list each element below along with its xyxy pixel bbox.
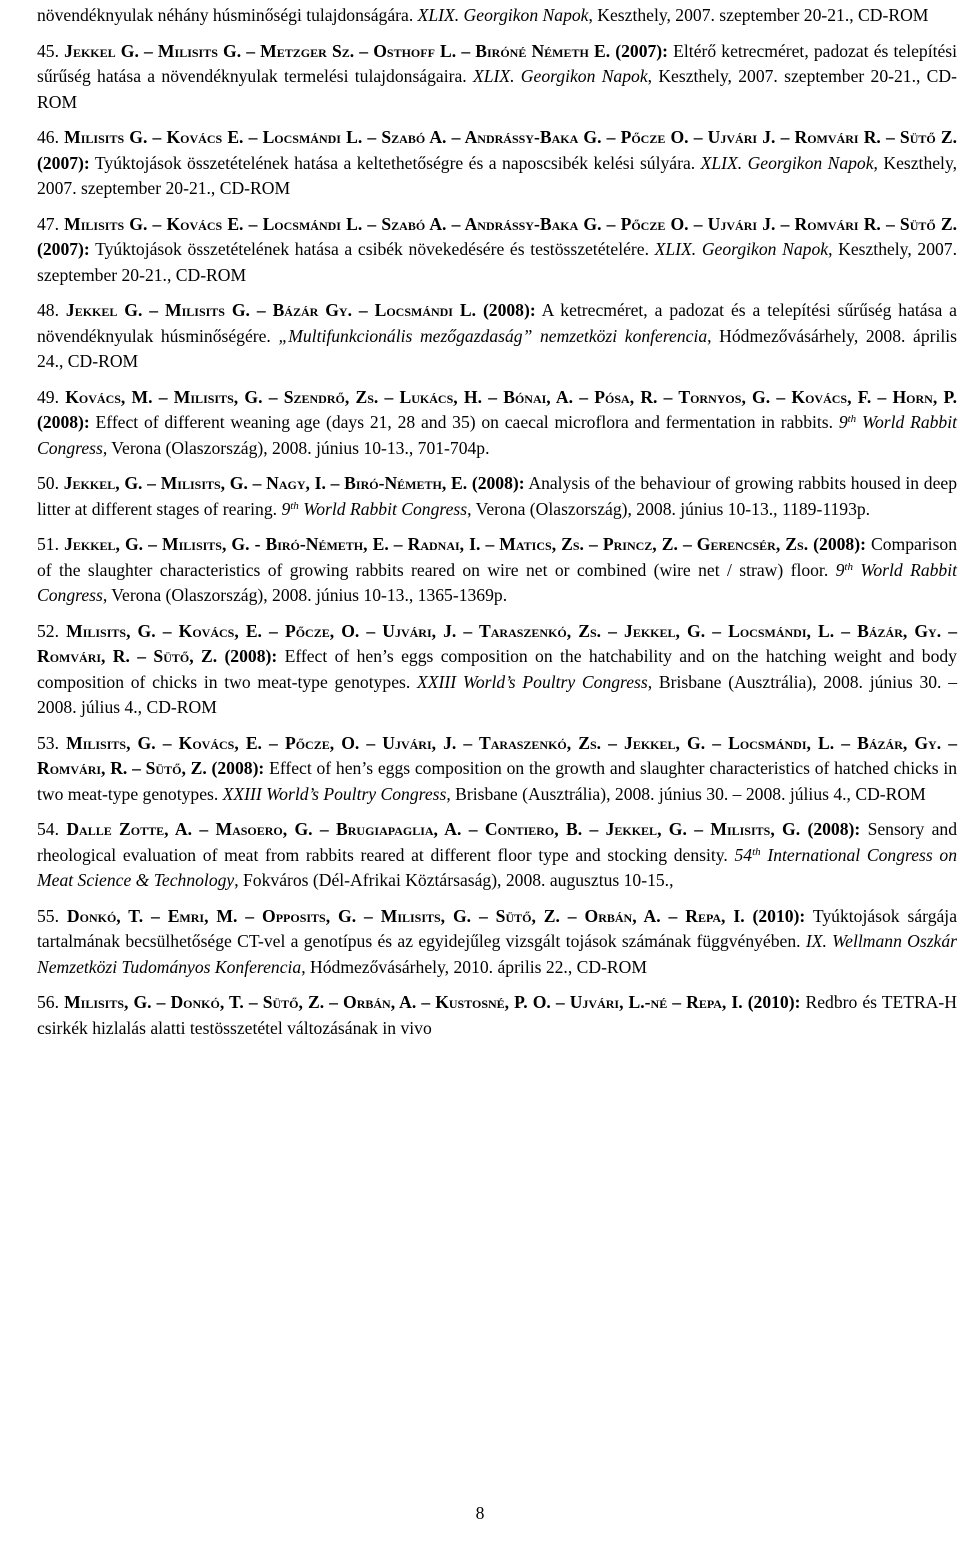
reference-year: (2010):: [747, 992, 801, 1012]
reference-text: Tyúktojások összetételének hatása a csibék növekedésére és testösszetételére.: [89, 239, 655, 259]
reference-text: Comparison of the slaughter characteristics of growing rabbits reared on wire net or combined (wire net / straw) floor.: [37, 534, 958, 580]
reference-entry: [37, 298, 957, 375]
reference-text: 48.: [37, 300, 66, 320]
reference-entry: [37, 990, 957, 1041]
reference-year: (2008):: [471, 473, 525, 493]
reference-italic-title: „Multifunkcionális mezőgazdaság” nemzetközi konferencia: [278, 325, 708, 346]
reference-authors: Dalle Zotte, A. – Masoero, G. – Brugiapaglia, A. – Contiero, B. – Jekkel, G. – Milisits, G.: [66, 819, 808, 839]
reference-text: , Hódmezővásárhely, 2008. április 24., CD-ROM: [37, 325, 957, 371]
reference-year: (2008):: [482, 300, 536, 320]
reference-italic-title: 54: [734, 844, 753, 865]
reference-year: (2007):: [37, 152, 90, 173]
reference-text: 55.: [37, 905, 67, 926]
reference-entry: [37, 471, 957, 522]
reference-superscript: th: [290, 499, 299, 512]
reference-text: , Verona (Olaszország), 2008. június 10-13., 1365-1369p.: [102, 585, 508, 605]
reference-italic-title: 9: [838, 412, 848, 432]
reference-text: A ketrecméret, a padozat és a telepítési sűrűség hatása a növendéknyulak húsminőségére.: [37, 300, 957, 346]
reference-text: 53.: [37, 732, 67, 753]
reference-text: Analysis of the behaviour of growing rabbits housed in deep litter at different stages of rearing.: [37, 473, 958, 519]
reference-authors: Milisits G. – Kovács E. – Locsmándi L. – Szabó A. – Andrássy-Baka G. – Pőcze O. – Ujvári J. – Romvári R. – Sütő Z.: [64, 127, 958, 147]
reference-text: 46.: [37, 127, 65, 147]
reference-text: , Verona (Olaszország), 2008. június 10-13., 1189-1193p.: [467, 498, 871, 519]
reference-year: (2008):: [37, 412, 90, 432]
reference-authors: Jekkel G. – Milisits G. – Bázár Gy. – Locsmándi L.: [65, 300, 483, 320]
reference-superscript: th: [844, 560, 853, 573]
reference-entry: [37, 385, 957, 462]
reference-text: Eltérő ketrecméret, padozat és telepítési sűrűség hatása a növendéknyulak termelési tulajdonságaira.: [37, 40, 958, 86]
reference-authors: Jekkel G. – Milisits G. – Metzger Sz. – Osthoff L. – Biróné Németh E.: [64, 40, 616, 61]
reference-authors: Milisits, G. – Kovács, E. – Pőcze, O. – Ujvári, J. – Taraszenkó, Zs. – Jekkel, G. – Locsmándi, L. – Bázár, Gy. – Romvári, R. – Sütő, Z.: [37, 620, 957, 666]
reference-entry: [37, 3, 957, 29]
reference-text: , Brisbane (Ausztrália), 2008. június 30. – 2008. július 4., CD-ROM: [446, 783, 926, 804]
reference-text: , Fokváros (Dél-Afrikai Köztársaság), 2008. augusztus 10-15.,: [234, 870, 674, 890]
reference-text: , Keszthely, 2007. szeptember 20-21., CD-ROM: [37, 239, 957, 285]
reference-italic-title: XLIX. Georgikon Napok: [654, 239, 829, 259]
reference-list: [37, 0, 957, 1051]
reference-entry: [37, 619, 957, 721]
page-number: 8: [475, 1503, 485, 1523]
reference-text: Redbro és TETRA-H csirkék hizlalás alatti testösszetétel változásának in vivo: [37, 992, 957, 1038]
reference-italic-title: XLIX. Georgikon Napok: [472, 66, 648, 86]
reference-authors: Jekkel, G. – Milisits, G. – Nagy, I. – Biró-Németh, E.: [63, 473, 472, 493]
reference-entry: [37, 212, 957, 289]
reference-italic-title: XLIX. Georgikon Napok: [700, 152, 874, 173]
reference-text: Effect of different weaning age (days 21, 28 and 35) on caecal microflora and fermentation in rabbits.: [89, 412, 839, 432]
reference-text: 45.: [37, 40, 65, 61]
reference-text: , Keszthely, 2007. szeptember 20-21., CD-ROM: [588, 5, 929, 25]
reference-text: , Hódmezővásárhely, 2010. április 22., CD-ROM: [301, 956, 648, 977]
reference-text: Tyúktojások sárgája tartalmának becsülhetősége CT-vel a genotípus és az egyidejűleg vizsgált tojások számának függvényében.: [37, 905, 958, 951]
reference-italic-title: 9: [281, 498, 291, 519]
reference-year: (2008):: [813, 534, 866, 554]
reference-italic-title: XXIII World’s Poultry Congress: [222, 783, 447, 804]
reference-entry: [37, 731, 957, 808]
reference-text: 56.: [37, 992, 65, 1012]
reference-text: , Verona (Olaszország), 2008. június 10-13., 701-704p.: [102, 437, 490, 458]
reference-italic-title: IX. Wellmann Oszkár Nemzetközi Tudományos Konferencia: [37, 931, 958, 977]
reference-year: (2008):: [211, 758, 265, 778]
reference-text: 50.: [37, 473, 64, 493]
reference-text: 51.: [37, 534, 65, 554]
reference-text: Tyúktojások összetételének hatása a keltethetőségre és a naposcsibék kelési súlyára.: [89, 152, 701, 173]
reference-italic-title: 9: [835, 559, 845, 580]
reference-text: 47.: [37, 213, 65, 234]
reference-superscript: th: [847, 413, 857, 425]
reference-italic-title: World Rabbit Congress: [37, 412, 957, 458]
reference-italic-title: World Rabbit Congress: [298, 498, 468, 519]
reference-text: Effect of hen’s eggs composition on the hatchability and on the hatching weight and body composition of chicks in two meat-type genotypes.: [37, 646, 957, 692]
reference-authors: Kovács, M. – Milisits, G. – Szendrő, Zs. – Lukács, H. – Bónai, A. – Pósa, R. – Tornyos, G. – Kovács, F. – Horn, P.: [65, 386, 957, 407]
reference-text: 49.: [37, 386, 66, 407]
reference-authors: Milisits, G. – Kovács, E. – Pőcze, O. – Ujvári, J. – Taraszenkó, Zs. – Jekkel, G. – Locsmándi, L. – Bázár, Gy. – Romvári, R. – Sütő, Z.: [37, 732, 957, 778]
reference-superscript: th: [752, 845, 761, 858]
reference-entry: [37, 904, 957, 981]
reference-year: (2007):: [37, 239, 90, 259]
reference-entry: [37, 125, 957, 202]
reference-authors: Donkó, T. – Emri, M. – Opposits, G. – Milisits, G. – Sütő, Z. – Orbán, A. – Repa, I.: [66, 905, 753, 926]
reference-year: (2008):: [807, 819, 861, 839]
reference-text: , Brisbane (Ausztrália), 2008. június 30. – 2008. július 4., CD-ROM: [37, 671, 957, 717]
reference-text: , Keszthely, 2007. szeptember 20-21., CD-ROM: [37, 66, 957, 112]
reference-italic-title: XXIII World’s Poultry Congress: [417, 671, 648, 692]
reference-text: Sensory and rheological evaluation of meat from rabbits reared at different floor type and stocking density.: [37, 819, 957, 865]
reference-entry: [37, 532, 957, 609]
reference-text: 54.: [37, 819, 67, 839]
reference-italic-title: International Congress on Meat Science & Technology: [37, 844, 957, 890]
reference-entry: [37, 39, 957, 116]
reference-entry: [37, 817, 957, 894]
reference-year: (2007):: [615, 40, 669, 61]
reference-authors: Milisits G. – Kovács E. – Locsmándi L. – Szabó A. – Andrássy-Baka G. – Pőcze O. – Ujvári J. – Romvári R. – Sütő Z.: [64, 213, 958, 234]
reference-text: 52.: [37, 620, 67, 641]
reference-authors: Jekkel, G. – Milisits, G. - Biró-Németh, E. – Radnai, I. – Matics, Zs. – Princz, Z. – Gerencsér, Zs.: [64, 534, 814, 554]
reference-text: , Keszthely, 2007. szeptember 20-21., CD-ROM: [37, 152, 957, 198]
reference-authors: Milisits, G. – Donkó, T. – Sütő, Z. – Orbán, A. – Kustosné, P. O. – Ujvári, L.-né – Repa, I.: [64, 992, 748, 1012]
reference-text: Effect of hen’s eggs composition on the growth and slaughter characteristics of hatched chicks in two meat-type genotypes.: [37, 758, 958, 804]
reference-italic-title: XLIX. Georgikon Napok: [417, 5, 589, 25]
reference-year: (2008):: [224, 646, 278, 666]
reference-italic-title: World Rabbit Congress: [37, 559, 957, 605]
reference-year: (2010):: [752, 905, 806, 926]
reference-text: növendéknyulak néhány húsminőségi tulajdonságára.: [37, 5, 418, 25]
